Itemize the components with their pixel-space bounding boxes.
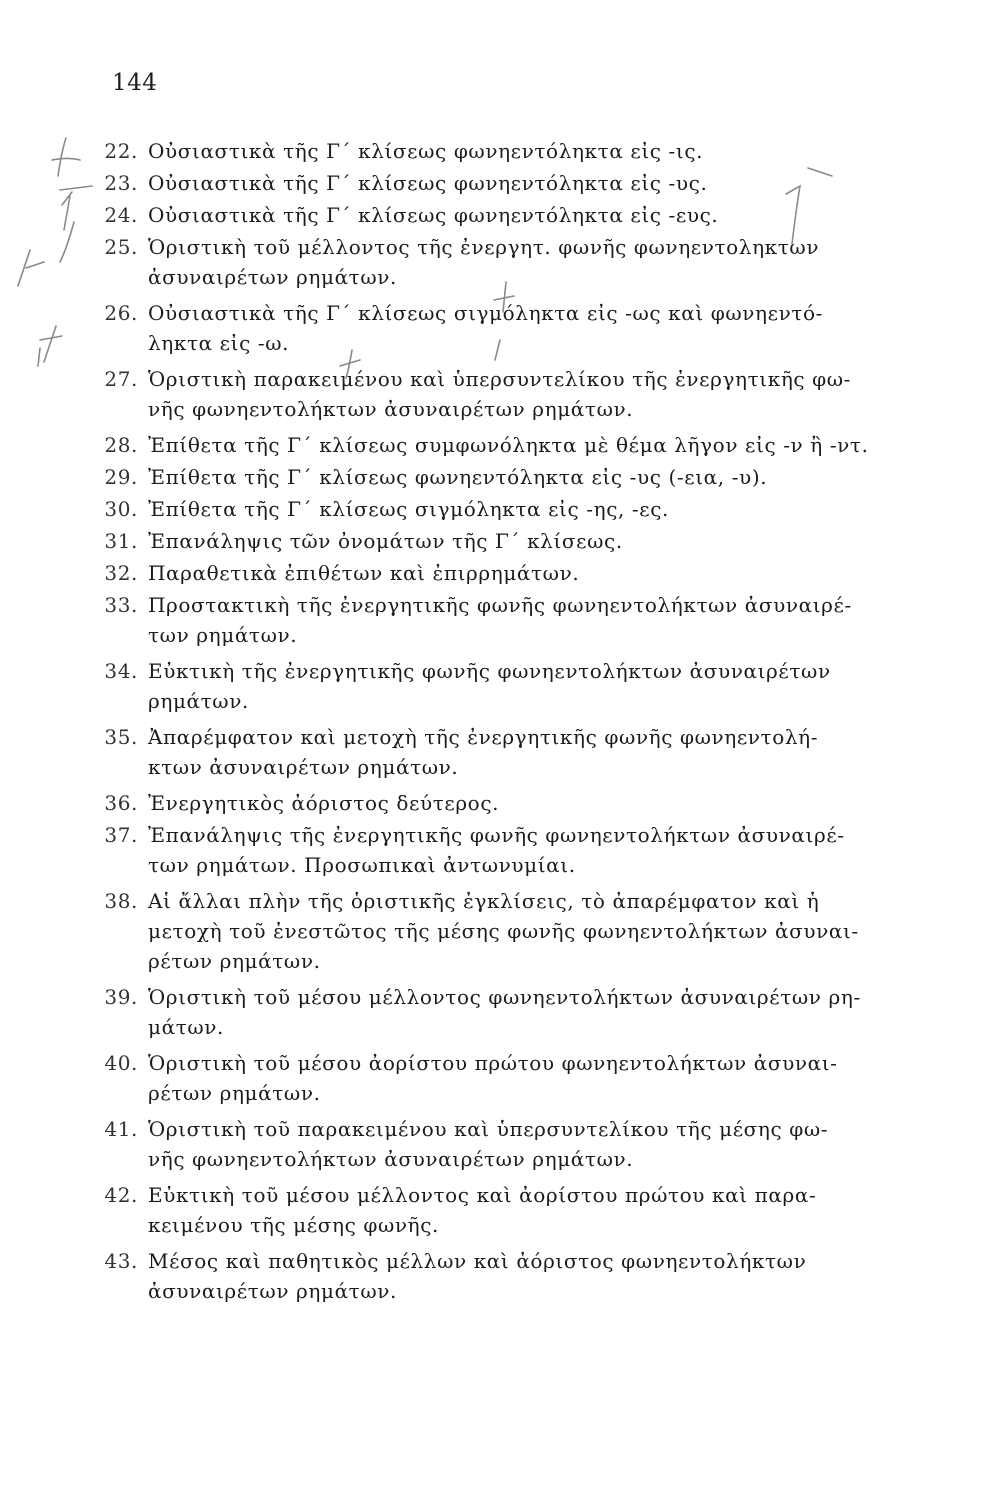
lesson-entry [100,1180,960,1240]
lesson-title-line: κειμένου τῆς μέσης φωνῆς. [148,1213,439,1237]
lesson-title-line: των ρημάτων. Προσωπικαὶ ἀντωνυμίαι. [148,853,576,877]
lesson-title [148,1246,960,1306]
lesson-title-line: νῆς φωνηεντολήκτων ἀσυναιρέτων ρημάτων. [148,1147,634,1171]
lesson-number: 38. [104,889,138,913]
lesson-entry [100,1048,960,1108]
lesson-title-line: Οὐσιαστικὰ τῆς Γ΄ κλίσεως φωνηεντόληκτα εἰς -ευς. [148,203,719,227]
lesson-title-line: Ἐπίθετα τῆς Γ΄ κλίσεως σιγμόληκτα εἰς -ης, -ες. [148,497,669,521]
pencil-mark-24 [60,222,74,262]
lesson-title [148,886,960,976]
lesson-title-line: μετοχὴ τοῦ ἐνεστῶτος τῆς μέσης φωνῆς φωνηεντολήκτων ἀσυναι- [148,919,859,943]
lesson-title-line: Ἐπίθετα τῆς Γ΄ κλίσεως φωνηεντόληκτα εἰς -υς (-εια, -υ). [148,465,768,489]
lesson-entry [100,494,960,524]
lesson-entry [100,788,960,818]
lesson-entry [100,1114,960,1174]
lesson-number: 28. [104,433,138,457]
lesson-entry [100,462,960,492]
lesson-title-line: κτων ἀσυναιρέτων ρημάτων. [148,755,459,779]
lesson-title [148,1114,960,1174]
lesson-title [148,526,960,556]
lesson-number: 23. [104,171,138,195]
lesson-number: 42. [104,1183,138,1207]
lesson-entry [100,1246,960,1306]
pencil-mark-22 [52,138,80,176]
lesson-title [148,462,960,492]
lesson-number: 41. [104,1117,138,1141]
lesson-entry [100,590,960,650]
lesson-title [148,820,960,880]
lesson-entry [100,200,960,230]
lesson-title [148,298,960,358]
lesson-number: 34. [104,659,138,683]
lesson-title-line: ἀσυναιρέτων ρημάτων. [148,265,397,289]
lesson-title [148,722,960,782]
lesson-title-line: Οὐσιαστικὰ τῆς Γ΄ κλίσεως φωνηεντόληκτα εἰς -υς. [148,171,708,195]
lesson-entry [100,232,960,292]
lesson-title-line: Οὐσιαστικὰ τῆς Γ΄ κλίσεως σιγμόληκτα εἰς -ως καὶ φωνηεντό- [148,301,824,325]
lesson-entry [100,168,960,198]
lesson-number: 40. [104,1051,138,1075]
lesson-title-line: ληκτα εἰς -ω. [148,331,290,355]
lesson-title [148,656,960,716]
lesson-title-line: Εὐκτικὴ τοῦ μέσου μέλλοντος καὶ ἀορίστου πρώτου καὶ παρα- [148,1183,817,1207]
lesson-title [148,168,960,198]
lesson-title [148,982,960,1042]
lesson-title-line: Ἐπίθετα τῆς Γ΄ κλίσεως συμφωνόληκτα μὲ θέμα λῆγον εἰς -ν ἢ -ντ. [148,433,869,457]
pencil-mark-26 [40,326,62,362]
lesson-title-line: νῆς φωνηεντολήκτων ἀσυναιρέτων ρημάτων. [148,397,634,421]
lesson-number: 39. [104,985,138,1009]
pencil-mark-26b [38,348,40,366]
lesson-number: 43. [104,1249,138,1273]
lesson-title [148,494,960,524]
lesson-entry [100,526,960,556]
lesson-title-line: Ἐπανάληψις τῆς ἐνεργητικῆς φωνῆς φωνηεντολήκτων ἀσυναιρέ- [148,823,845,847]
lesson-title-line: Προστακτικὴ τῆς ἐνεργητικῆς φωνῆς φωνηεντολήκτων ἀσυναιρέ- [148,593,852,617]
lesson-entry [100,298,960,358]
lesson-entry [100,136,960,166]
lesson-number: 32. [104,561,138,585]
lesson-title [148,200,960,230]
lesson-title-line: Ὁριστικὴ τοῦ μέσου ἀορίστου πρώτου φωνηεντολήκτων ἀσυναι- [148,1051,838,1075]
lesson-title [148,788,960,818]
lesson-number: 27. [104,367,138,391]
lesson-title-line: μάτων. [148,1015,224,1039]
lesson-title-line: Ὁριστικὴ τοῦ μέλλοντος τῆς ἐνεργητ. φωνῆς φωνηεντοληκτων [148,235,820,259]
lesson-title-line: Εὐκτικὴ τῆς ἐνεργητικῆς φωνῆς φωνηεντολήκτων ἀσυναιρέτων [148,659,831,683]
page-number: 144 [112,70,158,96]
lesson-number: 35. [104,725,138,749]
pencil-mark-25 [18,250,44,286]
lesson-title-line: ἀσυναιρέτων ρημάτων. [148,1279,397,1303]
lesson-title-line: Οὐσιαστικὰ τῆς Γ΄ κλίσεως φωνηεντόληκτα εἰς -ις. [148,139,704,163]
lesson-number: 29. [104,465,138,489]
lesson-title-line: ρέτων ρημάτων. [148,1081,321,1105]
lesson-entry [100,656,960,716]
lesson-title [148,1180,960,1240]
lesson-title-line: Μέσος καὶ παθητικὸς μέλλων καὶ ἀόριστος φωνηεντολήκτων [148,1249,807,1273]
lesson-title-line: Ὁριστικὴ τοῦ παρακειμένου καὶ ὑπερσυντελίκου τῆς μέσης φω- [148,1117,829,1141]
lesson-entry [100,886,960,976]
lesson-title-line: Ἐπανάληψις τῶν ὀνομάτων τῆς Γ΄ κλίσεως. [148,529,623,553]
lesson-title-line: ρέτων ρημάτων. [148,949,321,973]
lesson-title-line: των ρημάτων. [148,623,298,647]
lesson-title [148,364,960,424]
lesson-number: 36. [104,791,138,815]
lesson-list [100,136,960,1312]
lesson-number: 22. [104,139,138,163]
lesson-title-line: Ὁριστικὴ τοῦ μέσου μέλλοντος φωνηεντολήκτων ἀσυναιρέτων ρη- [148,985,861,1009]
lesson-title-line: ρημάτων. [148,689,249,713]
lesson-title [148,136,960,166]
lesson-number: 31. [104,529,138,553]
lesson-number: 30. [104,497,138,521]
lesson-entry [100,982,960,1042]
lesson-title-line: Ἀπαρέμφατον καὶ μετοχὴ τῆς ἐνεργητικῆς φωνῆς φωνηεντολή- [148,725,819,749]
lesson-entry [100,364,960,424]
lesson-title [148,590,960,650]
lesson-entry [100,820,960,880]
lesson-number: 26. [104,301,138,325]
lesson-title-line: Αἱ ἄλλαι πλὴν τῆς ὁριστικῆς ἐγκλίσεις, τὸ ἀπαρέμφατον καὶ ἡ [148,889,820,913]
lesson-entry [100,722,960,782]
lesson-entry [100,430,960,460]
lesson-number: 25. [104,235,138,259]
lesson-title [148,430,960,460]
lesson-title-line: Παραθετικὰ ἐπιθέτων καὶ ἐπιρρημάτων. [148,561,580,585]
lesson-title-line: Ὁριστικὴ παρακειμένου καὶ ὑπερσυντελίκου τῆς ἐνεργητικῆς φω- [148,367,852,391]
lesson-number: 33. [104,593,138,617]
lesson-entry [100,558,960,588]
lesson-title-line: Ἐνεργητικὸς ἀόριστος δεύτερος. [148,791,500,815]
lesson-number: 37. [104,823,138,847]
lesson-number: 24. [104,203,138,227]
lesson-title [148,558,960,588]
lesson-title [148,232,960,292]
pencil-mark-23 [60,186,92,230]
lesson-title [148,1048,960,1108]
